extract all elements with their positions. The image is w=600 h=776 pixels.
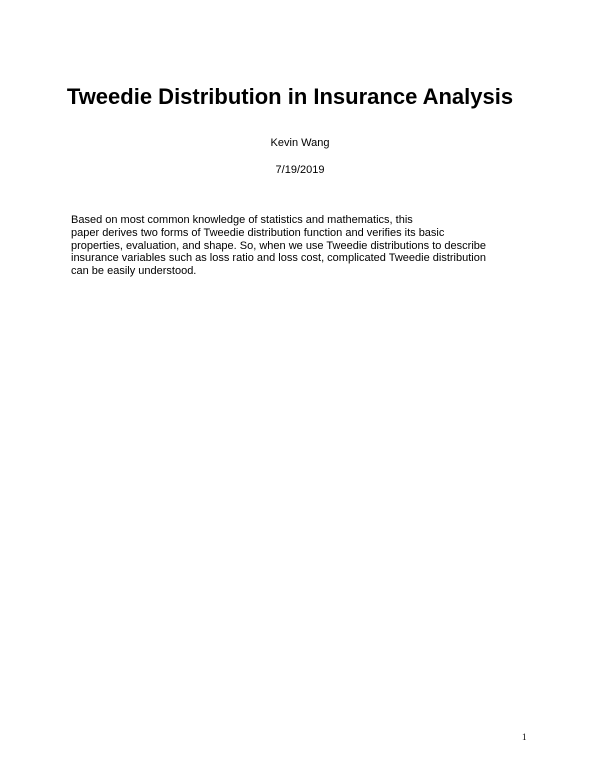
- paper-date: 7/19/2019: [275, 164, 325, 176]
- paper-title: Tweedie Distribution in Insurance Analysis: [66, 84, 514, 109]
- abstract-line: can be easily understood.: [71, 265, 197, 278]
- abstract-line: insurance variables such as loss ratio and loss cost, complicated Tweedie distribution: [71, 252, 486, 265]
- page-number: 1: [522, 732, 527, 742]
- paper-author: Kevin Wang: [270, 137, 330, 149]
- abstract-line: paper derives two forms of Tweedie distribution function and verifies its basic: [71, 226, 445, 239]
- abstract-line: properties, evaluation, and shape. So, when we use Tweedie distributions to describe: [71, 239, 486, 252]
- abstract-paragraph: [71, 214, 541, 278]
- abstract-line: Based on most common knowledge of statistics and mathematics, this: [71, 214, 413, 226]
